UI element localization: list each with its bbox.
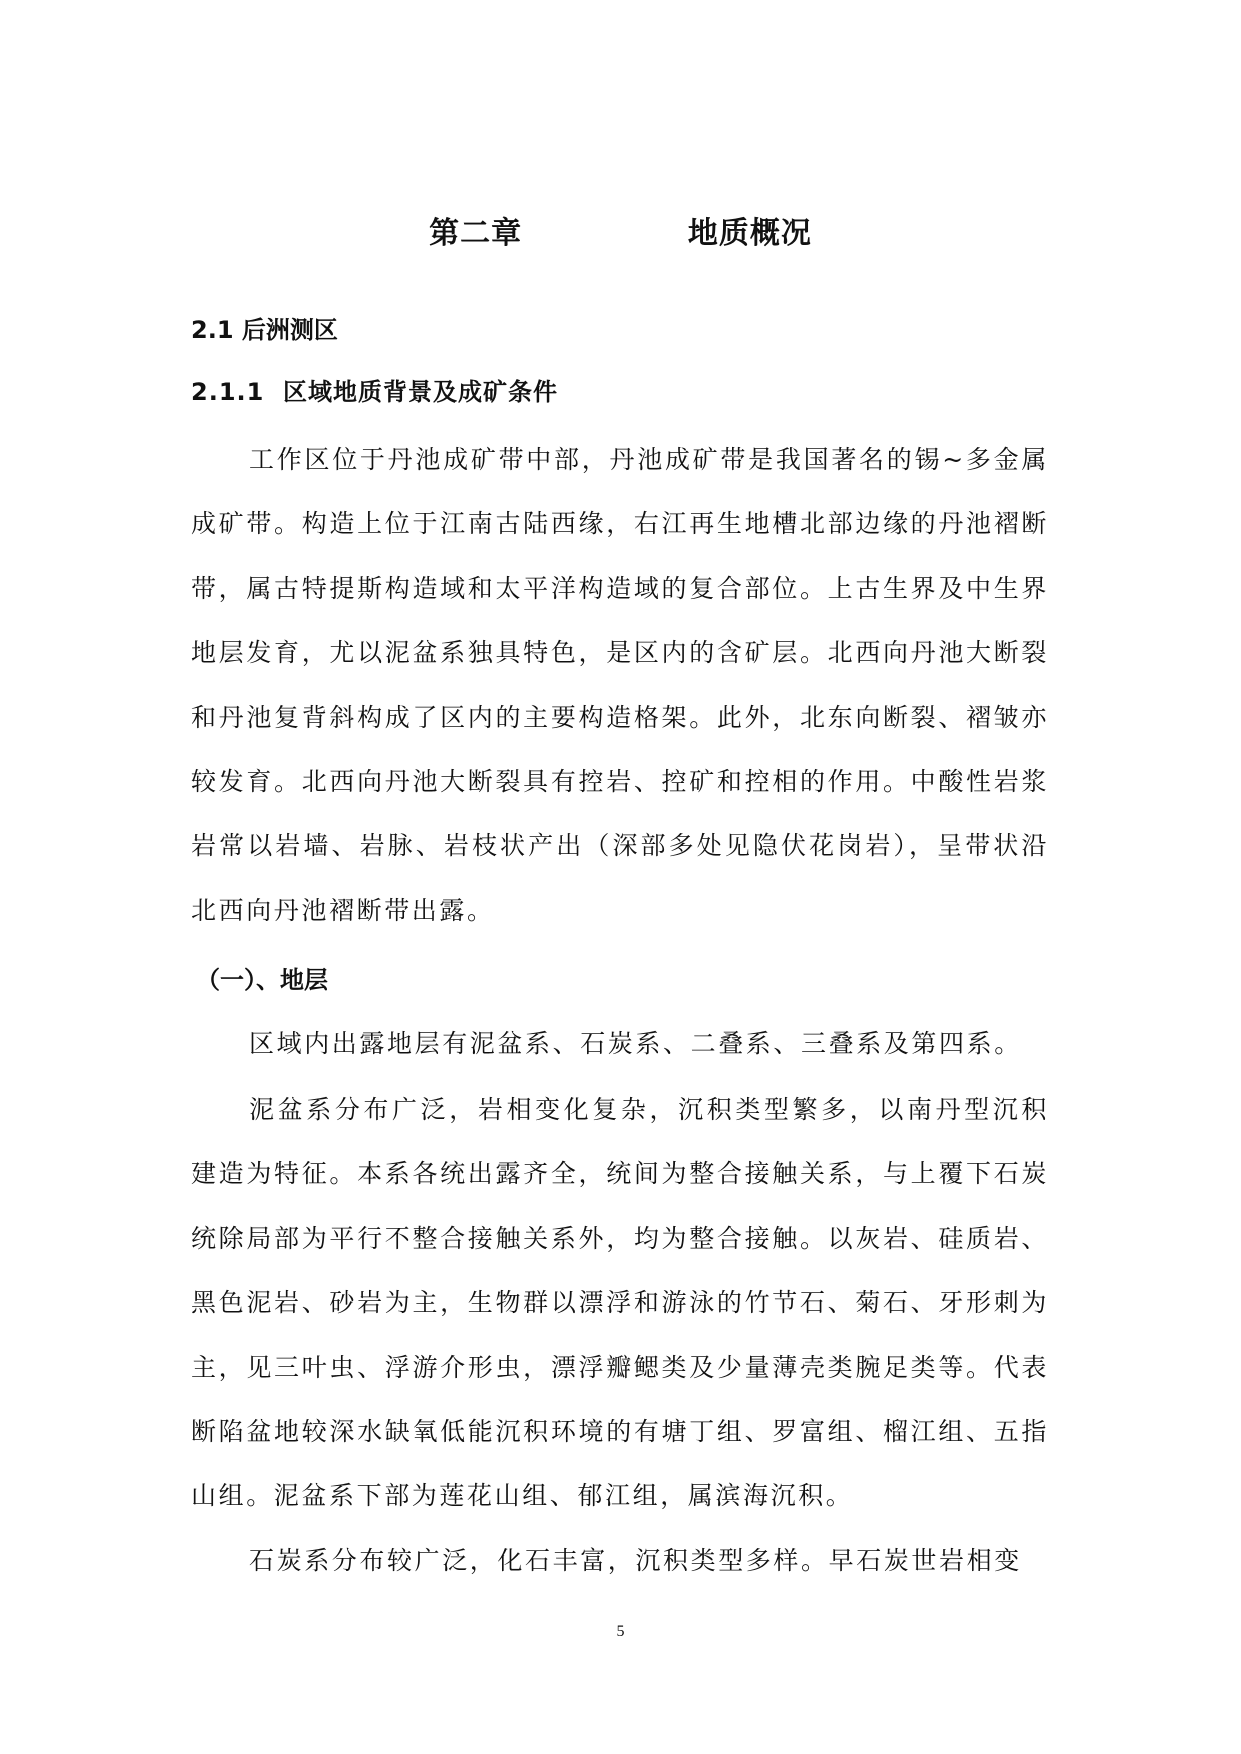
paragraph-devonian: 泥盆系分布广泛，岩相变化复杂，沉积类型繁多，以南丹型沉积建造为特征。本系各统出露齐全，统间为整合接触关系，与上覆下石炭统除局部为平行不整合接触关系外，均为整合接触。以灰岩、硅质岩、黑色泥岩、砂岩为主，生物群以漂浮和游泳的竹节石、菊石、牙形刺为主，见三叶虫、浮游介形虫，漂浮瓣鳃类及少量薄壳类腕足类等。代表断陷盆地较深水缺氧低能沉积环境的有塘丁组、罗富组、榴江组、五指山组。泥盆系下部为莲花山组、郁江组，属滨海沉积。	[191, 1095, 1049, 1511]
strata-heading: （一）、地层	[196, 966, 328, 994]
section-heading: 2.1 后洲测区	[191, 316, 338, 344]
paragraph-carboniferous: 石炭系分布较广泛，化石丰富，沉积类型多样。早石炭世岩相变	[249, 1546, 1022, 1575]
page-number: 5	[616, 1623, 625, 1640]
chapter-title: 第二章 地质概况	[429, 216, 812, 251]
paragraph-regional-geology: 工作区位于丹池成矿带中部，丹池成矿带是我国著名的锡~多金属成矿带。构造上位于江南古陆西缘，右江再生地槽北部边缘的丹池褶断带，属古特提斯构造域和太平洋构造域的复合部位。上古生界及中生界地层发育，尤以泥盆系独具特色，是区内的含矿层。北西向丹池大断裂和丹池复背斜构成了区内的主要构造格架。此外，北东向断裂、褶皱亦较发育。北西向丹池大断裂具有控岩、控矿和控相的作用。中酸性岩浆岩常以岩墙、岩脉、岩枝状产出（深部多处见隐伏花岗岩），呈带状沿北西向丹池褶断带出露。	[191, 445, 1049, 925]
subsection-heading: 2.1.1 区域地质背景及成矿条件	[191, 378, 559, 406]
paragraph-strata-overview: 区域内出露地层有泥盆系、石炭系、二叠系、三叠系及第四系。	[249, 1029, 1022, 1058]
